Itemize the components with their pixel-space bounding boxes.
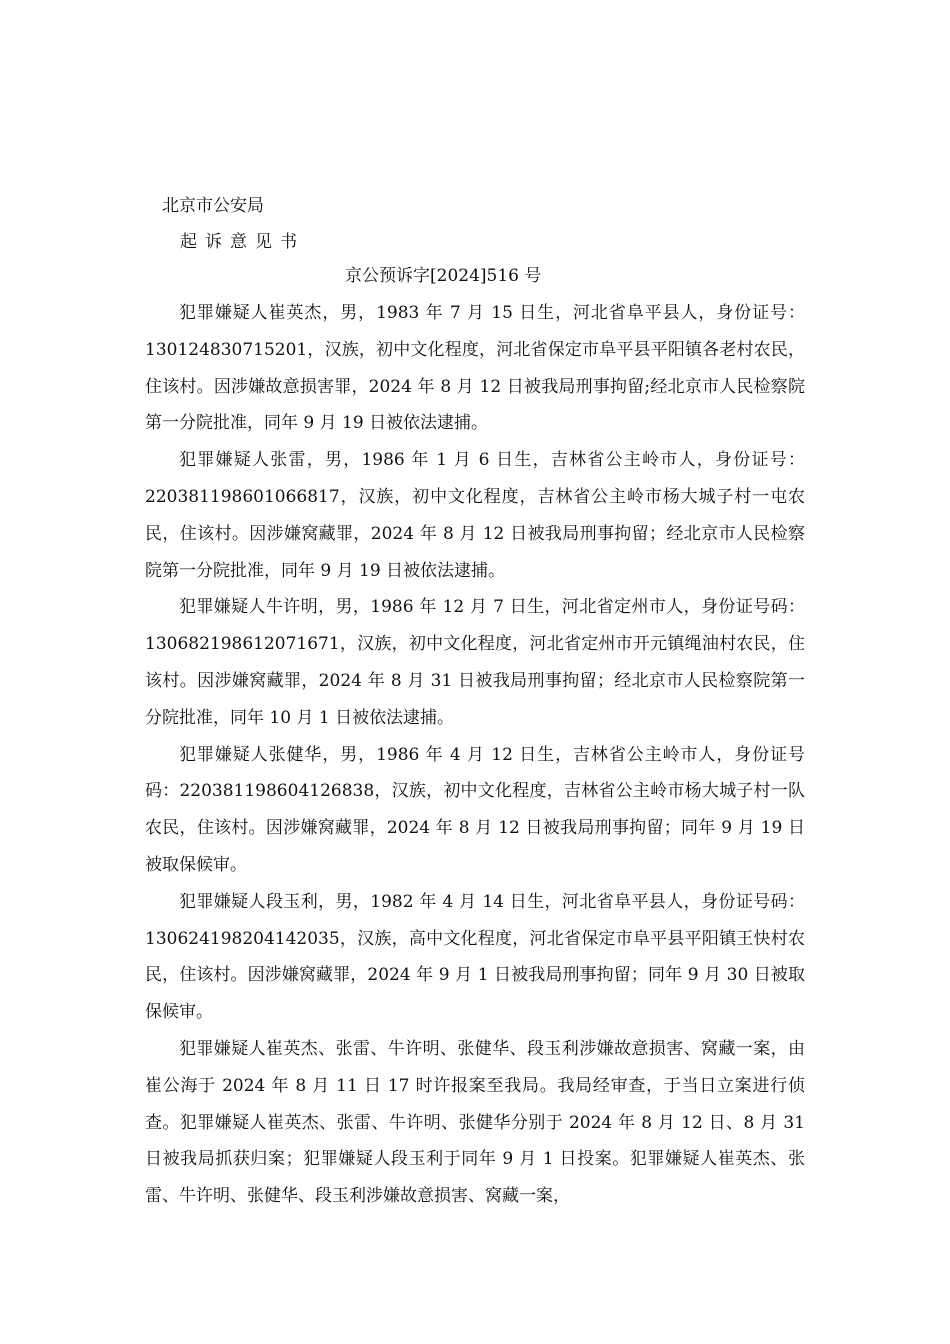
issuing-organization: 北京市公安局: [162, 196, 264, 216]
paragraph-suspect-niu-xuming: 犯罪嫌疑人牛许明，男，1986 年 12 月 7 日生，河北省定州市人，身份证号码：130682198612071671，汉族，初中文化程度，河北省定州市开元镇绳油村农民，住该村。因涉嫌窝藏罪，2024 年 8 月 31 日被我局刑事拘留；经北京市人民检察院第一分院批准，同年 10 月 1 日被依法逮捕。: [145, 597, 805, 728]
document-type-title: 起诉意见书: [180, 232, 305, 252]
paragraph-case-summary: 犯罪嫌疑人崔英杰、张雷、牛许明、张健华、段玉利涉嫌故意损害、窝藏一案，由崔公海于 2024 年 8 月 11 日 17 时许报案至我局。我局经审查，于当日立案进行侦查。犯罪嫌疑人崔英杰、张雷、牛许明、张健华分别于 2024 年 8 月 12 日、8 月 31 日被我局抓获归案；犯罪嫌疑人段玉利于同年 9 月 1 日投案。犯罪嫌疑人崔英杰、张雷、牛许明、张健华、段玉利涉嫌故意损害、窝藏一案，: [145, 1038, 805, 1207]
paragraph-suspect-duan-yuli: 犯罪嫌疑人段玉利，男，1982 年 4 月 14 日生，河北省阜平县人，身份证号码：130624198204142035，汉族，高中文化程度，河北省保定市阜平县平阳镇王快村农民，住该村。因涉嫌窝藏罪，2024 年 9 月 1 日被我局刑事拘留；同年 9 月 30 日被取保候审。: [145, 891, 805, 1023]
paragraph-suspect-zhang-lei: 犯罪嫌疑人张雷，男，1986 年 1 月 6 日生，吉林省公主岭市人，身份证号：220381198601066817，汉族，初中文化程度，吉林省公主岭市杨大城子村一屯农民，住该村。因涉嫌窝藏罪，2024 年 8 月 12 日被我局刑事拘留；经北京市人民检察院第一分院批准，同年 9 月 19 日被依法逮捕。: [145, 450, 805, 581]
paragraph-suspect-zhang-jianhua: 犯罪嫌疑人张健华，男，1986 年 4 月 12 日生，吉林省公主岭市人，身份证号码：220381198604126838，汉族，初中文化程度，吉林省公主岭市杨大城子村一队农民，住该村。因涉嫌窝藏罪，2024 年 8 月 12 日被我局刑事拘留；同年 9 月 19 日被取保候审。: [145, 744, 805, 875]
document-number: 京公预诉字[2024]516 号: [345, 266, 542, 286]
paragraph-suspect-cui-yingjie: 犯罪嫌疑人崔英杰，男，1983 年 7 月 15 日生，河北省阜平县人，身份证号：130124830715201，汉族，初中文化程度，河北省保定市阜平县平阳镇各老村农民，住该村。因涉嫌故意损害罪，2024 年 8 月 12 日被我局刑事拘留;经北京市人民检察院第一分院批准，同年 9 月 19 日被依法逮捕。: [145, 303, 805, 434]
document-body: [145, 295, 805, 1215]
